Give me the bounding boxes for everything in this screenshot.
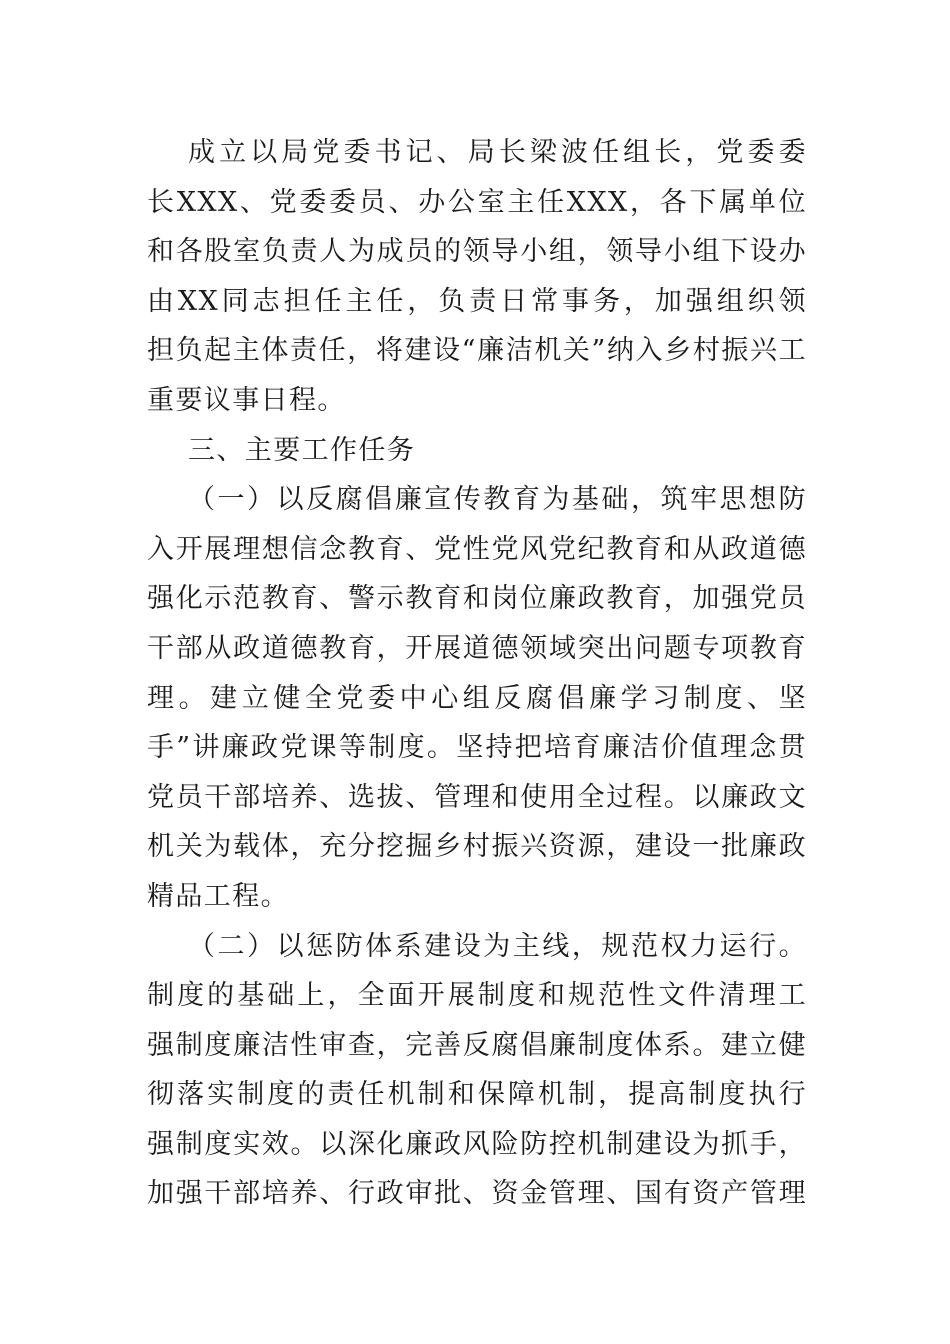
text-line: 强制度廉洁性审查，完善反腐倡廉制度体系。建立健 [147,1029,807,1061]
text-line: 干部从政道德教育，开展道德领域突出问题专项教育 [147,632,807,664]
text-line: 成立以局党委书记、局长梁波任组长，党委委 [188,137,807,168]
text-line: 手”讲廉政党课等制度。坚持把培育廉洁价值理念贯 [147,732,807,764]
text-line: 加强干部培养、行政审批、资金管理、国有资产管理 [147,1178,807,1210]
paragraph-prevention-system [147,922,807,1220]
document-body [147,128,807,1219]
text-line: 和各股室负责人为成员的领导小组，领导小组下设办 [147,236,807,268]
text-line: 党员干部培养、选拔、管理和使用全过程。以廉政文 [147,781,807,813]
text-line: 精品工程。 [147,880,289,912]
heading-text: 三、主要工作任务 [188,434,416,466]
text-line: 理。建立健全党委中心组反腐倡廉学习制度、坚 [147,682,807,714]
text-line: 强化示范教育、警示教育和岗位廉政教育，加强党员 [147,583,807,615]
text-line: 彻落实制度的责任机制和保障机制，提高制度执行 [147,1079,807,1111]
section-heading [147,426,807,476]
text-line: 由XX同志担任主任，负责日常事务，加强组织领 [147,285,807,317]
text-line: 重要议事日程。 [147,384,346,416]
text-line: （一）以反腐倡廉宣传教育为基础，筑牢思想防 [188,484,807,516]
paragraph-leadership-group [147,128,807,426]
text-line: 机关为载体，充分挖掘乡村振兴资源，建设一批廉政 [147,831,807,863]
paragraph-education [147,475,807,921]
text-line: 长XXX、党委委员、办公室主任XXX，各下属单位 [147,186,807,218]
text-line: （二）以惩防体系建设为主线，规范权力运行。 [188,930,807,962]
text-line: 担负起主体责任，将建设“廉洁机关”纳入乡村振兴工 [147,335,807,367]
text-line: 制度的基础上，全面开展制度和规范性文件清理工 [147,980,807,1012]
text-line: 强制度实效。以深化廉政风险防控机制建设为抓手， [147,1128,807,1160]
text-line: 入开展理想信念教育、党性党风党纪教育和从政道德 [147,533,807,565]
